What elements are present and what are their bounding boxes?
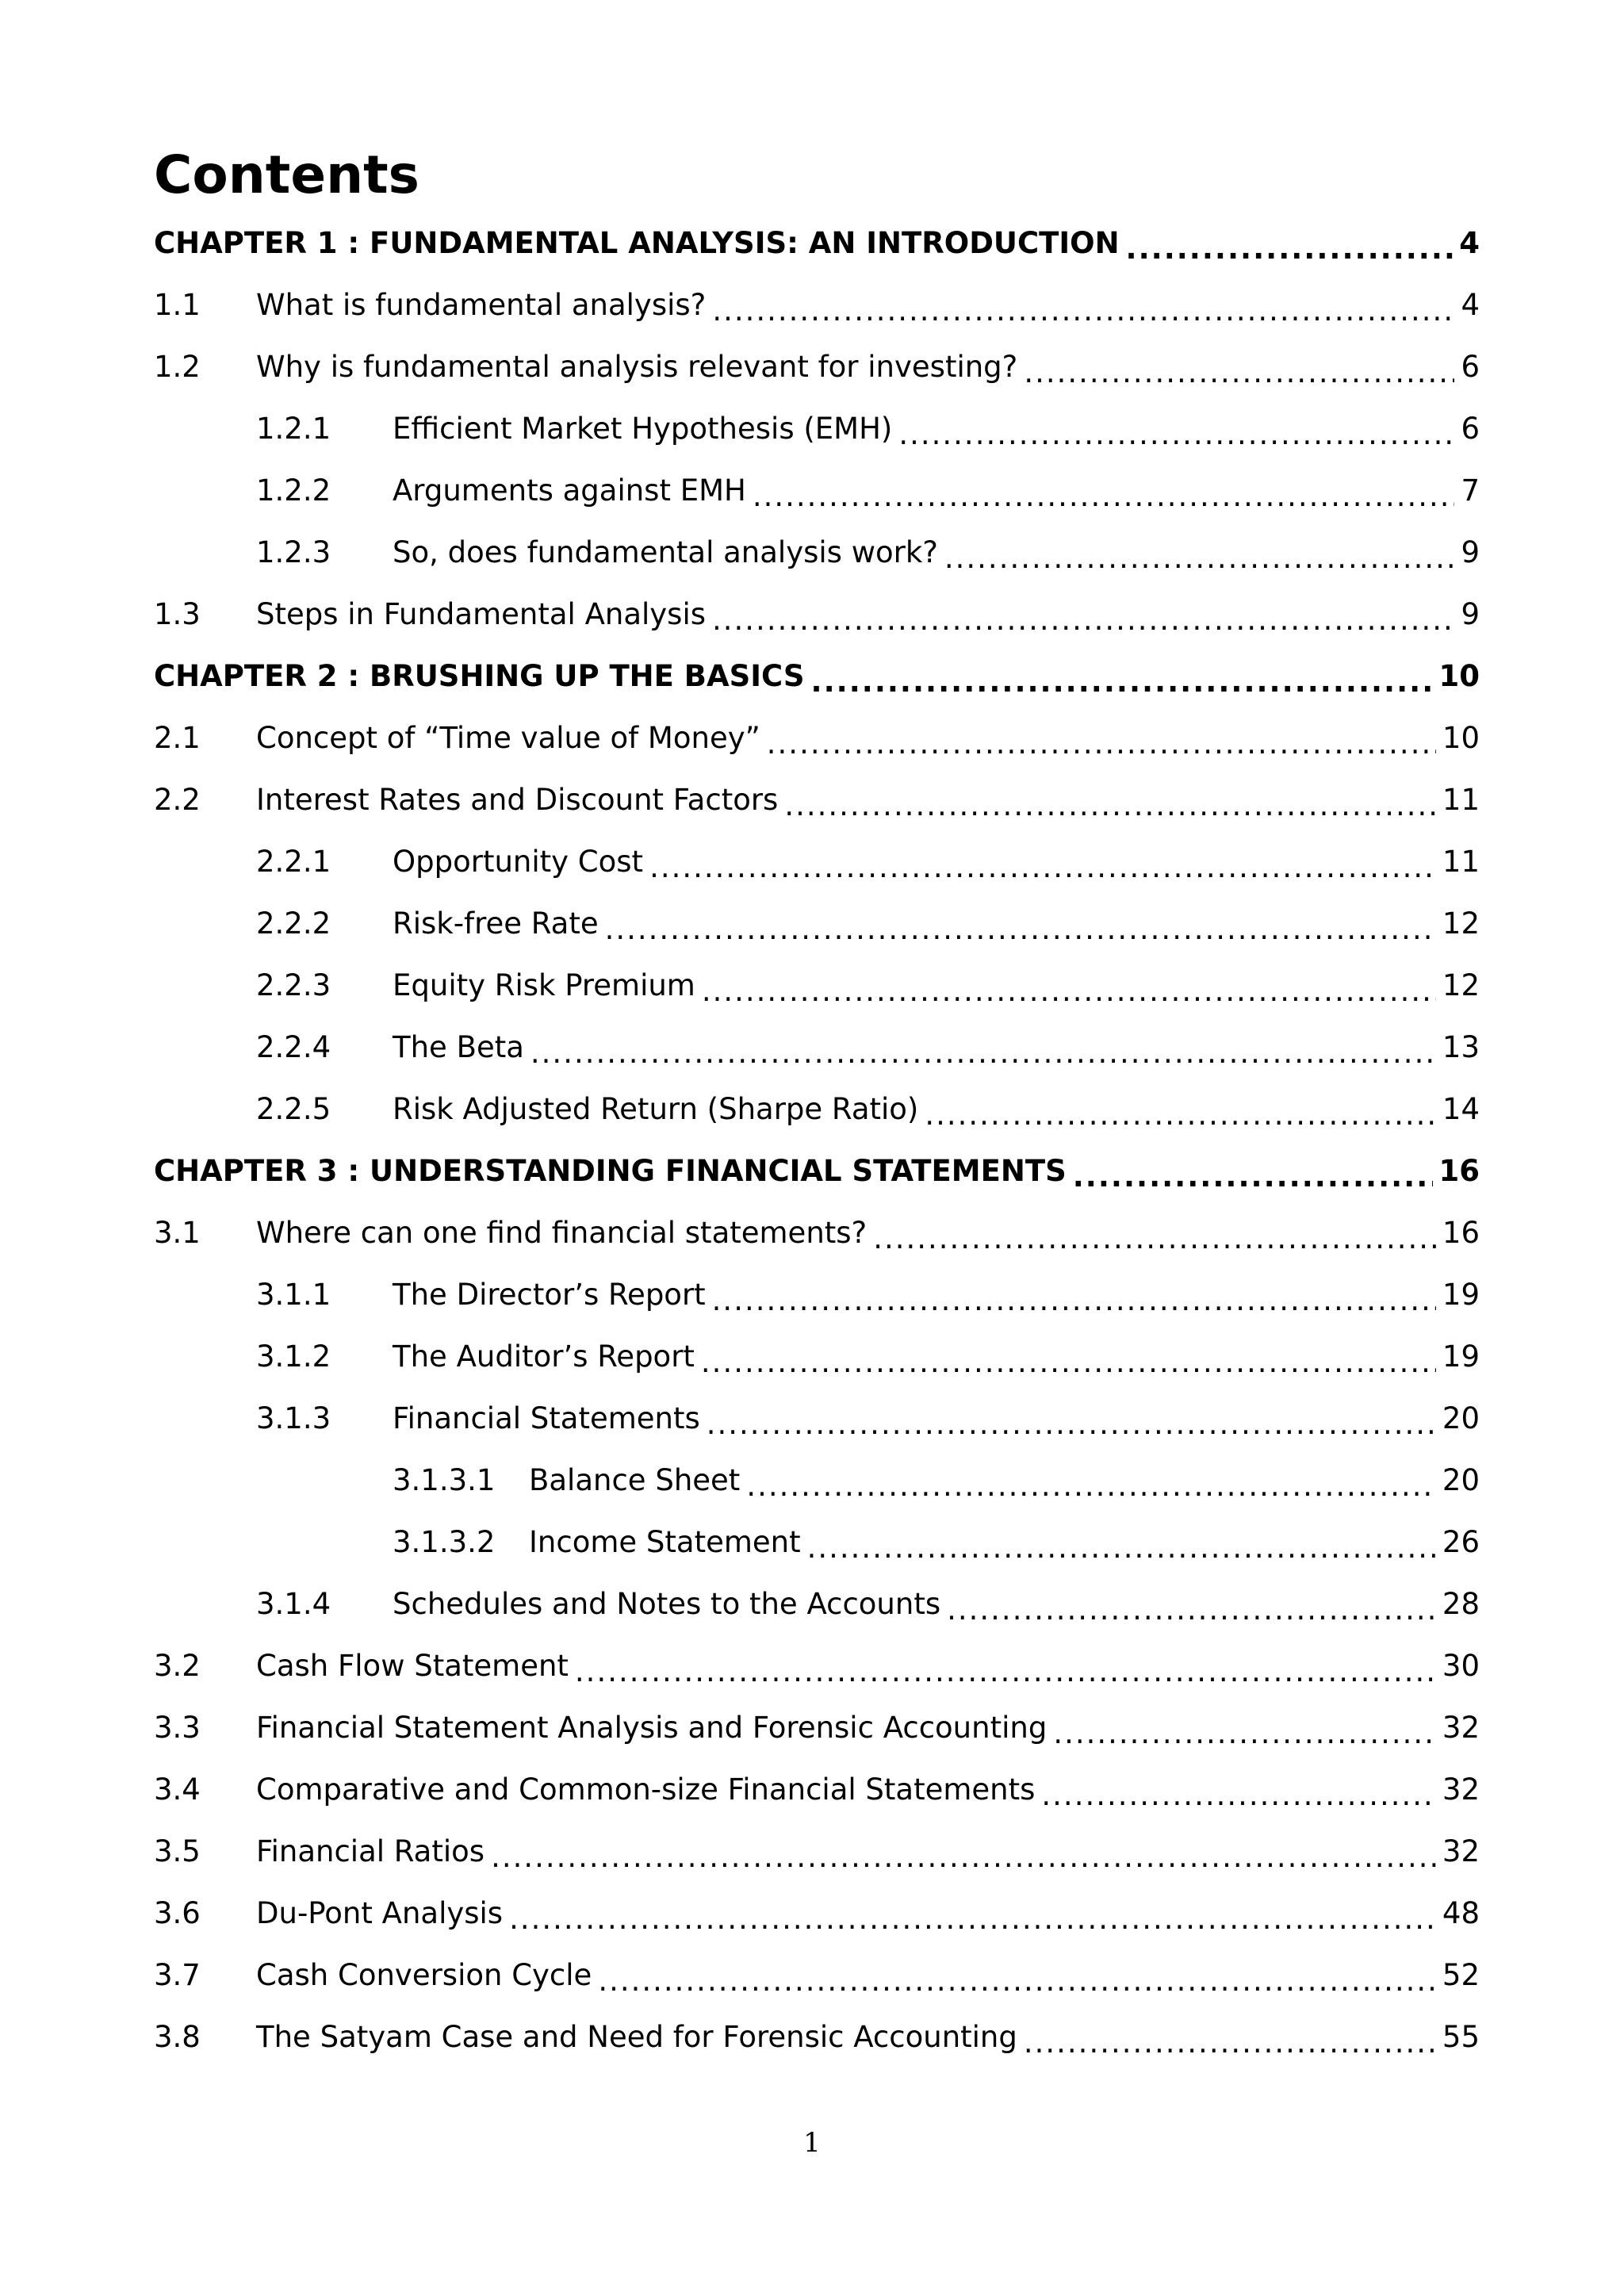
toc-entry-number: 3.1.3.1 — [393, 1463, 496, 1497]
dot-leader — [1024, 2006, 1436, 2068]
toc-entry-number: 2.2.4 — [256, 1030, 331, 1064]
toc-entry-page-number: 11 — [1442, 845, 1480, 879]
toc-entry[interactable] — [154, 1326, 1480, 1388]
page-number: 1 — [803, 2127, 821, 2159]
toc-entry-page-number: 20 — [1442, 1401, 1480, 1435]
toc-entry-number: 3.6 — [154, 1896, 201, 1930]
toc-entry-number: 2.2.3 — [256, 968, 331, 1002]
dot-leader — [873, 1202, 1436, 1264]
toc-entry-page-number: 4 — [1461, 288, 1480, 322]
toc-entry-title: Financial Statement Analysis and Forensic Accounting — [256, 1711, 1048, 1745]
toc-entry-number: 3.8 — [154, 2020, 201, 2054]
toc-entry-page-number: 30 — [1442, 1649, 1480, 1683]
toc-entry[interactable] — [154, 1945, 1480, 2006]
toc-entry-title: Cash Conversion Cycle — [256, 1958, 592, 1992]
toc-entry-title: Balance Sheet — [529, 1463, 741, 1497]
toc-entry[interactable] — [154, 1759, 1480, 1821]
toc-entry-page-number: 16 — [1442, 1216, 1480, 1250]
toc-entry-title: Where can one find financial statements? — [256, 1216, 868, 1250]
dot-leader — [575, 1635, 1436, 1697]
table-of-contents — [154, 213, 1480, 2068]
toc-entry-page-number: 12 — [1442, 906, 1480, 941]
toc-entry-number: 2.2.2 — [256, 906, 331, 941]
toc-entry-title: The Director’s Report — [393, 1278, 706, 1312]
toc-entry-number: 3.1.2 — [256, 1339, 331, 1374]
toc-entry-number: 3.1 — [154, 1216, 201, 1250]
toc-entry-title: Cash Flow Statement — [256, 1649, 569, 1683]
toc-entry[interactable] — [154, 1017, 1480, 1079]
dot-leader — [1024, 336, 1454, 398]
dot-leader — [491, 1821, 1436, 1883]
dot-leader — [712, 274, 1454, 336]
toc-entry-page-number: 28 — [1442, 1587, 1480, 1621]
toc-entry-number: 3.2 — [154, 1649, 201, 1683]
dot-leader — [530, 1017, 1436, 1079]
toc-entry-number: 3.1.1 — [256, 1278, 331, 1312]
toc-entry[interactable] — [154, 398, 1480, 460]
toc-entry-page-number: 6 — [1461, 412, 1480, 446]
dot-leader — [784, 769, 1436, 831]
dot-leader — [811, 646, 1433, 707]
toc-entry-title: Efficient Market Hypothesis (EMH) — [393, 412, 893, 446]
toc-entry-number: 2.2.1 — [256, 845, 331, 879]
toc-entry[interactable] — [154, 1512, 1480, 1573]
toc-entry[interactable] — [154, 1821, 1480, 1883]
toc-entry-title: Schedules and Notes to the Accounts — [393, 1587, 941, 1621]
toc-entry-number: 1.2.1 — [256, 412, 331, 446]
toc-entry-title: Risk-free Rate — [393, 906, 599, 941]
toc-entry-number: 3.1.3 — [256, 1401, 331, 1435]
page-title: Contents — [154, 144, 419, 205]
toc-entry-title: The Satyam Case and Need for Forensic Accounting — [256, 2020, 1017, 2054]
toc-chapter-entry[interactable] — [154, 213, 1480, 274]
toc-entry-page-number: 13 — [1442, 1030, 1480, 1064]
toc-entry-page-number: 11 — [1442, 783, 1480, 817]
dot-leader — [649, 831, 1436, 893]
toc-entry[interactable] — [154, 584, 1480, 646]
toc-entry[interactable] — [154, 1883, 1480, 1945]
toc-entry[interactable] — [154, 2006, 1480, 2068]
toc-entry[interactable] — [154, 831, 1480, 893]
toc-entry-number: 2.2 — [154, 783, 201, 817]
dot-leader — [925, 1079, 1436, 1140]
dot-leader — [702, 955, 1436, 1017]
toc-entry-page-number: 10 — [1438, 659, 1480, 693]
toc-entry-number: 3.4 — [154, 1772, 201, 1807]
toc-entry-title: Arguments against EMH — [393, 473, 746, 508]
dot-leader — [944, 522, 1455, 584]
toc-entry-page-number: 12 — [1442, 968, 1480, 1002]
toc-entry[interactable] — [154, 1202, 1480, 1264]
dot-leader — [753, 460, 1455, 522]
toc-entry-number: 1.3 — [154, 597, 201, 631]
toc-entry[interactable] — [154, 274, 1480, 336]
dot-leader — [947, 1573, 1436, 1635]
toc-entry-page-number: 19 — [1442, 1339, 1480, 1374]
dot-leader — [598, 1945, 1436, 2006]
toc-entry-number: 3.3 — [154, 1711, 201, 1745]
toc-entry-number: 3.7 — [154, 1958, 201, 1992]
toc-entry-title: So, does fundamental analysis work? — [393, 535, 938, 569]
dot-leader — [746, 1450, 1436, 1512]
toc-entry[interactable] — [154, 1573, 1480, 1635]
toc-entry-title: Equity Risk Premium — [393, 968, 695, 1002]
toc-entry-title: Du-Pont Analysis — [256, 1896, 504, 1930]
dot-leader — [701, 1326, 1436, 1388]
dot-leader — [1126, 213, 1454, 274]
toc-entry-number: 3.1.3.2 — [393, 1525, 496, 1559]
toc-entry-title: CHAPTER 2 : BRUSHING UP THE BASICS — [154, 659, 805, 693]
toc-entry-title: What is fundamental analysis? — [256, 288, 707, 322]
toc-chapter-entry[interactable] — [154, 1140, 1480, 1202]
toc-entry-page-number: 9 — [1461, 535, 1480, 569]
toc-entry-title: CHAPTER 1 : FUNDAMENTAL ANALYSIS: AN INTRODUCTION — [154, 226, 1120, 260]
toc-entry-title: Concept of “Time value of Money” — [256, 721, 760, 755]
toc-chapter-entry[interactable] — [154, 646, 1480, 707]
toc-entry-page-number: 7 — [1461, 473, 1480, 508]
toc-entry[interactable] — [154, 955, 1480, 1017]
toc-entry-page-number: 32 — [1442, 1834, 1480, 1868]
dot-leader — [807, 1512, 1436, 1573]
dot-leader — [712, 1264, 1436, 1326]
toc-entry[interactable] — [154, 1079, 1480, 1140]
toc-entry-number: 1.2 — [154, 350, 201, 384]
toc-entry-page-number: 32 — [1442, 1772, 1480, 1807]
toc-entry[interactable] — [154, 1697, 1480, 1759]
toc-entry-page-number: 32 — [1442, 1711, 1480, 1745]
toc-entry-page-number: 48 — [1442, 1896, 1480, 1930]
toc-entry-title: Why is fundamental analysis relevant for investing? — [256, 350, 1018, 384]
toc-entry-title: Interest Rates and Discount Factors — [256, 783, 779, 817]
toc-entry-title: CHAPTER 3 : UNDERSTANDING FINANCIAL STATEMENTS — [154, 1154, 1067, 1188]
dot-leader — [1041, 1759, 1436, 1821]
toc-entry-number: 1.2.2 — [256, 473, 331, 508]
toc-entry-page-number: 4 — [1459, 226, 1480, 260]
toc-entry[interactable] — [154, 522, 1480, 584]
toc-entry-title: Income Statement — [529, 1525, 801, 1559]
toc-entry[interactable] — [154, 1388, 1480, 1450]
toc-entry-title: Comparative and Common-size Financial Statements — [256, 1772, 1036, 1807]
toc-entry-number: 3.1.4 — [256, 1587, 331, 1621]
toc-entry[interactable] — [154, 769, 1480, 831]
toc-entry-number: 1.1 — [154, 288, 201, 322]
toc-entry-page-number: 20 — [1442, 1463, 1480, 1497]
toc-entry-page-number: 14 — [1442, 1092, 1480, 1126]
toc-entry-title: Steps in Fundamental Analysis — [256, 597, 707, 631]
toc-entry-page-number: 52 — [1442, 1958, 1480, 1992]
dot-leader — [707, 1388, 1436, 1450]
dot-leader — [1073, 1140, 1433, 1202]
toc-entry-page-number: 6 — [1461, 350, 1480, 384]
dot-leader — [767, 707, 1436, 769]
dot-leader — [509, 1883, 1436, 1945]
toc-entry-page-number: 16 — [1438, 1154, 1480, 1188]
toc-entry[interactable] — [154, 1264, 1480, 1326]
toc-entry-number: 2.2.5 — [256, 1092, 331, 1126]
toc-entry-title: Financial Ratios — [256, 1834, 485, 1868]
toc-entry-title: The Beta — [393, 1030, 524, 1064]
toc-entry[interactable] — [154, 1635, 1480, 1697]
toc-entry[interactable] — [154, 336, 1480, 398]
toc-entry-page-number: 10 — [1442, 721, 1480, 755]
toc-entry-page-number: 26 — [1442, 1525, 1480, 1559]
toc-entry-title: Risk Adjusted Return (Sharpe Ratio) — [393, 1092, 919, 1126]
dot-leader — [712, 584, 1454, 646]
toc-entry-page-number: 19 — [1442, 1278, 1480, 1312]
toc-entry-page-number: 9 — [1461, 597, 1480, 631]
toc-entry[interactable] — [154, 707, 1480, 769]
toc-entry[interactable] — [154, 460, 1480, 522]
dot-leader — [1053, 1697, 1436, 1759]
toc-entry-number: 2.1 — [154, 721, 201, 755]
toc-entry-page-number: 55 — [1442, 2020, 1480, 2054]
toc-entry-title: The Auditor’s Report — [393, 1339, 695, 1374]
toc-entry-number: 1.2.3 — [256, 535, 331, 569]
toc-entry[interactable] — [154, 1450, 1480, 1512]
dot-leader — [898, 398, 1454, 460]
toc-entry[interactable] — [154, 893, 1480, 955]
toc-entry-number: 3.5 — [154, 1834, 201, 1868]
toc-entry-title: Opportunity Cost — [393, 845, 644, 879]
dot-leader — [605, 893, 1436, 955]
toc-entry-title: Financial Statements — [393, 1401, 700, 1435]
